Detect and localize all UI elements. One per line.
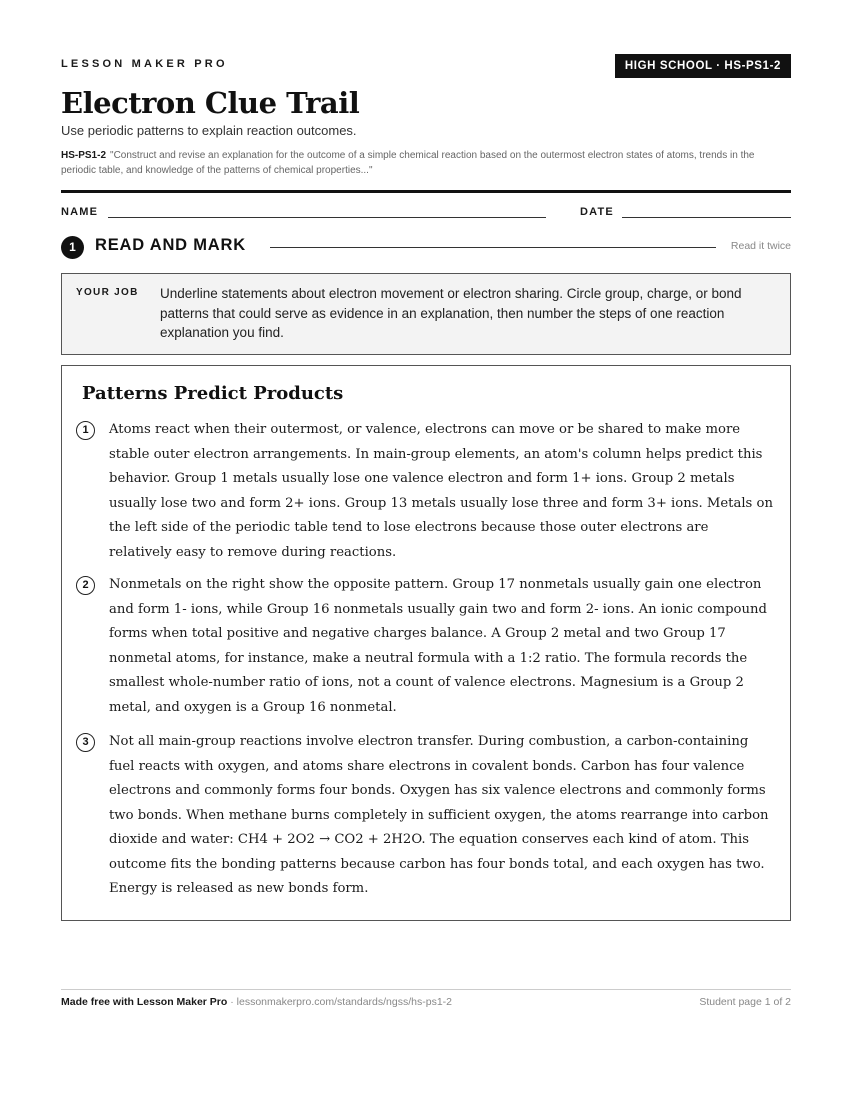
section-header	[61, 234, 791, 260]
section-note: Read it twice	[730, 240, 791, 252]
standard-text: "Construct and revise an explanation for the outcome of a simple chemical reaction based on the outermost electron states of atoms, trends in the periodic table, and knowledge of the patterns of chemical properties..."	[61, 150, 755, 176]
instructions-text: Underline statements about electron movement or electron sharing. Circle group, charge, or bond patterns that could serve as evidence in an explanation, then number the steps of one reaction explanation you find.	[160, 286, 742, 340]
footer-credit	[61, 996, 452, 1008]
footer-separator: ·	[227, 996, 237, 1008]
grade-standard-badge: HIGH SCHOOL · HS-PS1-2	[615, 54, 791, 78]
date-label: DATE	[580, 206, 614, 218]
instructions-box	[61, 273, 791, 355]
section-number-badge: 1	[61, 236, 84, 259]
standard-code: HS-PS1-2	[61, 150, 107, 161]
worksheet-page	[61, 0, 791, 1100]
paragraph-text: Atoms react when their outermost, or valence, electrons can move or be shared to make more stable outer electron arrangements. In main-group elements, an atom's column helps predict this behavior. Group 1 metals usually lose one valence electron and form 1+ ions. Group 2 metals usually lose two and form 2+ ions. Group 13 metals usually lose three and form 3+ ions. Metals on the left side of the periodic table tend to lose electrons because those outer electrons are relatively easy to remove during reactions.	[109, 422, 773, 560]
paragraph-text: Nonmetals on the right show the opposite pattern. Group 17 nonmetals usually gain one electron and form 1- ions, while Group 16 nonmetals usually gain two and form 2- ions. An ionic compound forms when total positive and negative charges balance. A Group 2 metal and two Group 17 nonmetal atoms, for instance, make a neutral formula with a 1:2 ratio. The formula records the smallest whole-number ratio of ions, not a count of valence electrons. Magnesium is a Group 2 metal, and oxygen is a Group 16 nonmetal.	[109, 577, 767, 715]
header-divider	[61, 190, 791, 193]
passage-title: Patterns Predict Products	[82, 383, 344, 404]
paragraph-number: 2	[76, 576, 95, 595]
date-field-line[interactable]	[622, 217, 791, 218]
paragraph-text: Not all main-group reactions involve electron transfer. During combustion, a carbon-containing fuel reacts with oxygen, and atoms share electrons in covalent bonds. Carbon has four valence electrons and commonly forms four bonds. Oxygen has six valence electrons and commonly forms two bonds. When methane burns completely in sufficient oxygen, the atoms rearrange into carbon dioxide and water: CH4 + 2O2 → CO2 + 2H2O. The equation conserves each kind of atom. This outcome fits the bonding patterns because carbon has four bonds total, and each oxygen has two. Energy is released as new bonds form.	[109, 734, 769, 896]
footer-page-number: Student page 1 of 2	[699, 996, 791, 1008]
name-field-line[interactable]	[108, 217, 546, 218]
page-title: Electron Clue Trail	[61, 86, 360, 120]
section-title: READ AND MARK	[95, 236, 246, 254]
standard-statement	[61, 148, 791, 178]
page-subtitle: Use periodic patterns to explain reaction outcomes.	[61, 123, 357, 138]
instructions-label: YOUR JOB	[76, 287, 139, 298]
paragraph-number: 3	[76, 733, 95, 752]
reading-passage	[61, 365, 791, 921]
name-label: NAME	[61, 206, 99, 218]
footer-divider	[61, 989, 791, 990]
footer-url[interactable]: lessonmakerpro.com/standards/ngss/hs-ps1-2	[236, 996, 453, 1008]
section-rule	[270, 247, 716, 248]
brand-name: LESSON MAKER PRO	[61, 58, 228, 70]
footer-made-with: Made free with Lesson Maker Pro	[61, 996, 228, 1008]
paragraph-number: 1	[76, 421, 95, 440]
